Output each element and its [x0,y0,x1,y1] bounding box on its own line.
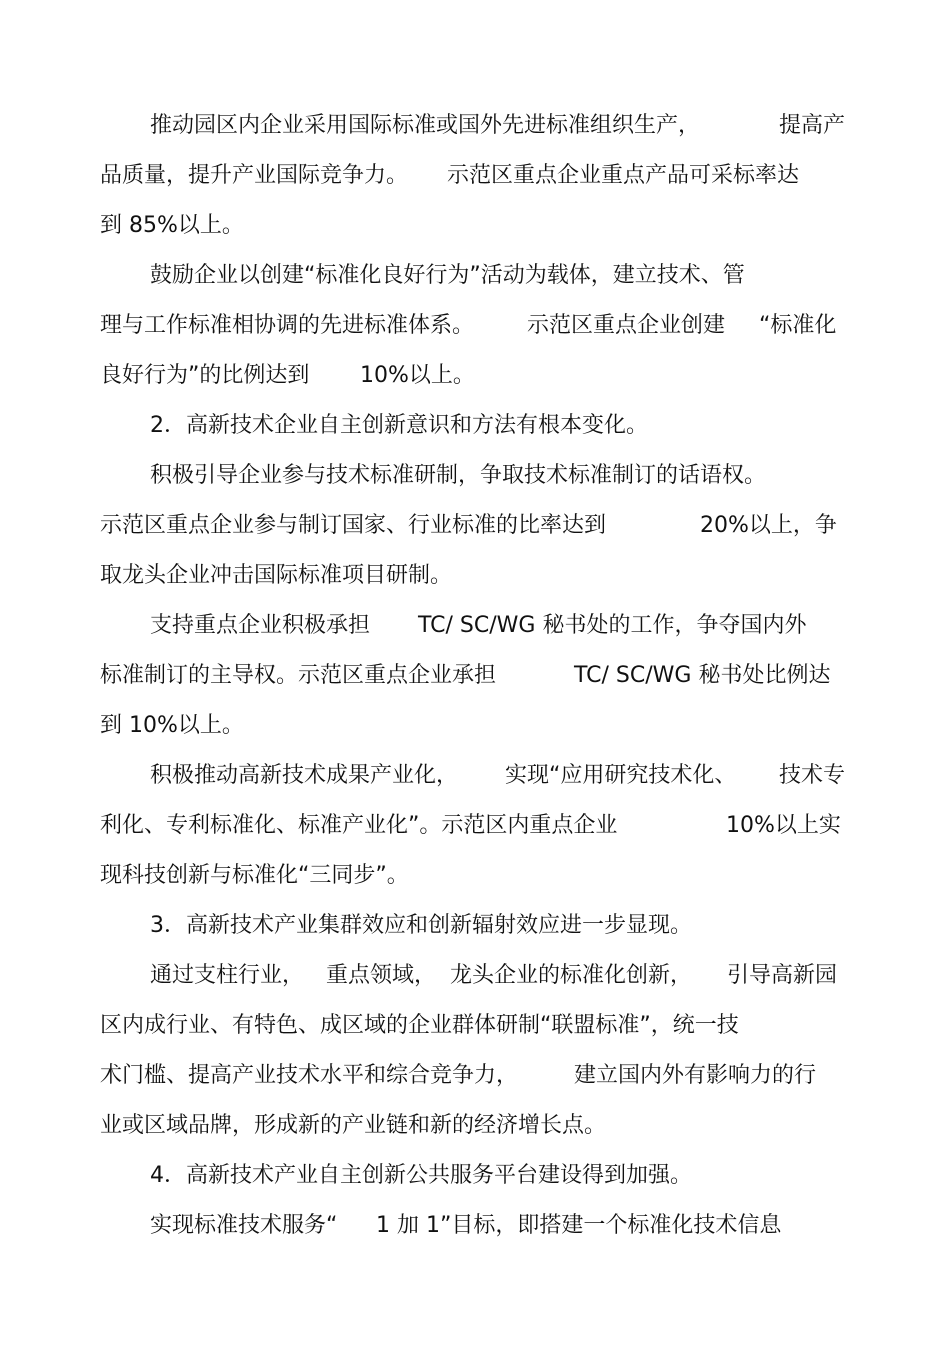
text-line [0,456,950,496]
text-segment: 利化、专利标准化、标准产业化”。示范区内重点企业 [100,813,618,838]
text-line [0,956,950,996]
text-line [0,506,950,546]
text-segment: TC/ SC/WG 秘书处比例达 [574,663,831,688]
text-line [0,206,950,246]
text-line [0,256,950,296]
text-line [0,906,950,946]
text-segment: 重点领域， [326,963,437,988]
text-line [0,556,950,596]
text-line [0,656,950,696]
text-segment: 实现标准技术服务“ [150,1213,338,1238]
text-segment: 提高产 [779,113,846,138]
text-segment: 积极引导企业参与技术标准研制，争取技术标准制订的话语权。 [150,463,767,488]
text-line [0,806,950,846]
text-segment: 2．高新技术企业自主创新意识和方法有根本变化。 [150,413,648,438]
text-segment: 良好行为”的比例达到 [100,363,310,388]
text-line [0,1056,950,1096]
text-line [0,406,950,446]
text-line [0,1106,950,1146]
text-segment: 支持重点企业积极承担 [150,613,371,638]
text-segment: 业或区域品牌，形成新的产业链和新的经济增长点。 [100,1113,607,1138]
text-segment: 10%以上。 [360,363,475,388]
text-segment: 到 10%以上。 [100,713,244,738]
text-segment: 术门槛、提高产业技术水平和综合竞争力， [100,1063,519,1088]
text-segment: 推动园区内企业采用国际标准或国外先进标准组织生产， [150,113,701,138]
text-line [0,606,950,646]
text-line [0,1006,950,1046]
text-segment: 技术专 [779,763,846,788]
text-segment: “标准化 [759,313,837,338]
text-segment: 龙头企业的标准化创新， [450,963,693,988]
text-segment: 取龙头企业冲击国际标准项目研制。 [100,563,453,588]
text-segment: TC/ SC/WG 秘书处的工作，争夺国内外 [418,613,807,638]
text-segment: 标准制订的主导权。示范区重点企业承担 [100,663,497,688]
text-segment: 3．高新技术产业集群效应和创新辐射效应进一步显现。 [150,913,692,938]
text-line [0,156,950,196]
text-line [0,306,950,346]
text-line [0,356,950,396]
text-line [0,706,950,746]
text-line [0,756,950,796]
text-line [0,1206,950,1246]
text-line [0,856,950,896]
text-segment: 4．高新技术产业自主创新公共服务平台建设得到加强。 [150,1163,692,1188]
text-segment: 引导高新园 [727,963,838,988]
text-segment: 到 85%以上。 [100,213,244,238]
text-segment: 现科技创新与标准化“三同步”。 [100,863,409,888]
text-segment: 示范区重点企业重点产品可采标率达 [447,163,800,188]
text-line [0,106,950,146]
text-segment: 示范区重点企业创建 [527,313,726,338]
text-segment: 品质量，提升产业国际竞争力。 [100,163,409,188]
text-line [0,1156,950,1196]
text-segment: 1 加 1”目标，即搭建一个标准化技术信息 [376,1213,782,1238]
text-segment: 通过支柱行业， [150,963,305,988]
text-segment: 实现“应用研究技术化、 [505,763,737,788]
text-segment: 理与工作标准相协调的先进标准体系。 [100,313,475,338]
text-segment: 建立国内外有影响力的行 [574,1063,817,1088]
text-segment: 示范区重点企业参与制订国家、行业标准的比率达到 [100,513,607,538]
text-segment: 区内成行业、有特色、成区域的企业群体研制“联盟标准”，统一技 [100,1013,739,1038]
text-segment: 10%以上实 [726,813,841,838]
text-segment: 鼓励企业以创建“标准化良好行为”活动为载体，建立技术、管 [150,263,745,288]
text-segment: 积极推动高新技术成果产业化， [150,763,459,788]
text-segment: 20%以上，争 [700,513,837,538]
